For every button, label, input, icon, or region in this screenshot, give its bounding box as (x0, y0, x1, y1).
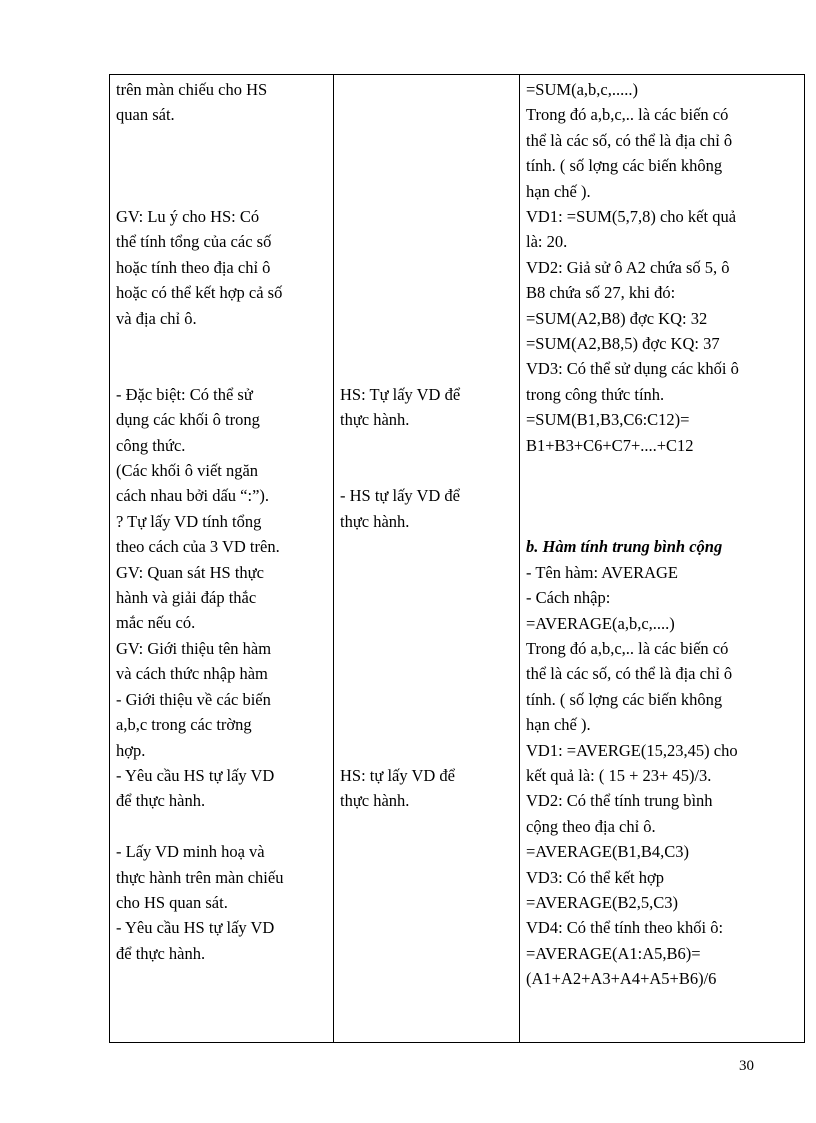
page-number: 30 (739, 1058, 754, 1074)
text-line: VD1: =AVERGE(15,23,45) cho (526, 740, 738, 760)
text-line: VD3: Có thể sử dụng các khối ô (526, 359, 739, 379)
text-line: (Các khối ô viết ngăn (116, 461, 259, 481)
col1-paragraph-10 (116, 915, 328, 966)
text-line: a,b,c trong các trờng (116, 715, 252, 735)
text-line: VD2: Giả sử ô A2 chứa số 5, ô (526, 257, 730, 277)
text-line: và cách thức nhập hàm (116, 664, 268, 684)
text-line: hạn chế ). (526, 181, 591, 201)
col1-paragraph-5 (116, 560, 328, 636)
text-line: hạn chế ). (526, 715, 591, 735)
text-line: để thực hành. (116, 791, 206, 811)
text-line: VD2: Có thể tính trung bình (526, 791, 713, 811)
text-line: GV: Lu ý cho HS: Có (116, 207, 260, 226)
text-line: Trong đó a,b,c,.. là các biến có (526, 105, 729, 125)
text-line: thể tính tổng của các số (116, 232, 272, 252)
text-line: - Tên hàm: AVERAGE (526, 562, 679, 582)
text-line: GV: Quan sát HS thực (116, 562, 264, 582)
text-line: thực hành. (340, 791, 410, 811)
col3-paragraph-4 (526, 356, 799, 458)
text-line: tính. ( số lợng các biến không (526, 156, 723, 176)
text-line: hoặc tính theo địa chỉ ô (116, 257, 271, 277)
text-line: cộng theo địa chỉ ô. (526, 816, 656, 836)
text-line: công thức. (116, 435, 186, 455)
text-line: theo cách của 3 VD trên. (116, 537, 280, 557)
text-line: quan sát. (116, 105, 175, 125)
text-line: thực hành. (340, 511, 410, 531)
col3-paragraph-3 (526, 255, 799, 357)
text-line: kết quả là: ( 15 + 23+ 45)/3. (526, 765, 712, 785)
col3-paragraph-1 (526, 77, 799, 204)
col3-paragraph-8 (526, 865, 799, 916)
teacher-activity-column (110, 75, 334, 1043)
text-line: =AVERAGE(B2,5,C3) (526, 892, 679, 912)
col1-paragraph-7 (116, 687, 328, 763)
col1-paragraph-8 (116, 763, 328, 814)
col1-paragraph-2 (116, 204, 328, 331)
text-line: thể là các số, có thể là địa chỉ ô (526, 130, 733, 150)
text-line: thể là các số, có thể là địa chỉ ô (526, 664, 733, 684)
text-line: trong công thức tính. (526, 384, 665, 404)
text-line: tính. ( số lợng các biến không (526, 689, 723, 709)
text-line: HS: tự lấy VD để (340, 765, 455, 785)
text-line: mắc nếu có. (116, 613, 196, 633)
col2-paragraph-3 (340, 763, 514, 814)
col3-paragraph-5 (526, 560, 799, 738)
text-line: =AVERAGE(a,b,c,....) (526, 613, 675, 633)
text-line: và địa chỉ ô. (116, 308, 197, 328)
text-line: =SUM(a,b,c,.....) (526, 80, 638, 99)
lesson-table (109, 74, 805, 1043)
col1-paragraph-1 (116, 77, 328, 128)
col2-paragraph-1 (340, 382, 514, 433)
text-line: - Yêu cầu HS tự lấy VD (116, 918, 275, 938)
text-line: hoặc có thể kết hợp cả số (116, 283, 283, 303)
table-row (110, 75, 805, 1043)
text-line: B8 chứa số 27, khi đó: (526, 283, 676, 303)
text-line: - Lấy VD minh hoạ và (116, 842, 265, 862)
col1-paragraph-6 (116, 636, 328, 687)
col3-paragraph-6 (526, 738, 799, 789)
student-activity-column (334, 75, 520, 1043)
col3-paragraph-2 (526, 204, 799, 255)
text-line: - Giới thiệu về các biến (116, 689, 271, 709)
col3-paragraph-9 (526, 915, 799, 991)
text-line: Trong đó a,b,c,.. là các biến có (526, 638, 729, 658)
text-line: hợp. (116, 740, 146, 760)
text-line: ? Tự lấy VD tính tổng (116, 511, 262, 531)
text-line: thực hành trên màn chiếu (116, 867, 284, 887)
text-line: - Đặc biệt: Có thể sử (116, 384, 253, 404)
text-line: =SUM(A2,B8,5) đợc KQ: 37 (526, 334, 720, 354)
col1-paragraph-3 (116, 382, 328, 509)
text-line: GV: Giới thiệu tên hàm (116, 638, 272, 658)
text-line: =SUM(B1,B3,C6:C12)= (526, 410, 690, 430)
col1-paragraph-9 (116, 839, 328, 915)
text-line: dụng các khối ô trong (116, 410, 260, 430)
text-line: thực hành. (340, 410, 410, 430)
text-line: =SUM(A2,B8) đợc KQ: 32 (526, 308, 708, 328)
col1-paragraph-4 (116, 509, 328, 560)
text-line: VD4: Có thể tính theo khối ô: (526, 918, 724, 938)
text-line: - Cách nhập: (526, 588, 611, 608)
text-line: trên màn chiếu cho HS (116, 80, 268, 99)
text-line: để thực hành. (116, 943, 206, 963)
col2-paragraph-2 (340, 483, 514, 534)
text-line: VD1: =SUM(5,7,8) cho kết quả (526, 207, 737, 227)
col3-paragraph-7 (526, 788, 799, 864)
text-line: - Yêu cầu HS tự lấy VD (116, 765, 275, 785)
text-line: là: 20. (526, 232, 568, 252)
text-line: =AVERAGE(B1,B4,C3) (526, 842, 690, 862)
text-line: cách nhau bởi dấu “:”). (116, 486, 270, 506)
content-column (520, 75, 805, 1043)
text-line: (A1+A2+A3+A4+A5+B6)/6 (526, 969, 717, 989)
text-line: hành và giải đáp thắc (116, 588, 257, 608)
text-line: B1+B3+C6+C7+....+C12 (526, 435, 694, 455)
text-line: - HS tự lấy VD để (340, 486, 461, 506)
text-line: HS: Tự lấy VD để (340, 384, 461, 404)
text-line: cho HS quan sát. (116, 892, 228, 912)
text-line: VD3: Có thể kết hợp (526, 867, 664, 887)
section-heading-average: b. Hàm tính trung bình cộng (526, 537, 723, 557)
text-line: =AVERAGE(A1:A5,B6)= (526, 943, 701, 963)
